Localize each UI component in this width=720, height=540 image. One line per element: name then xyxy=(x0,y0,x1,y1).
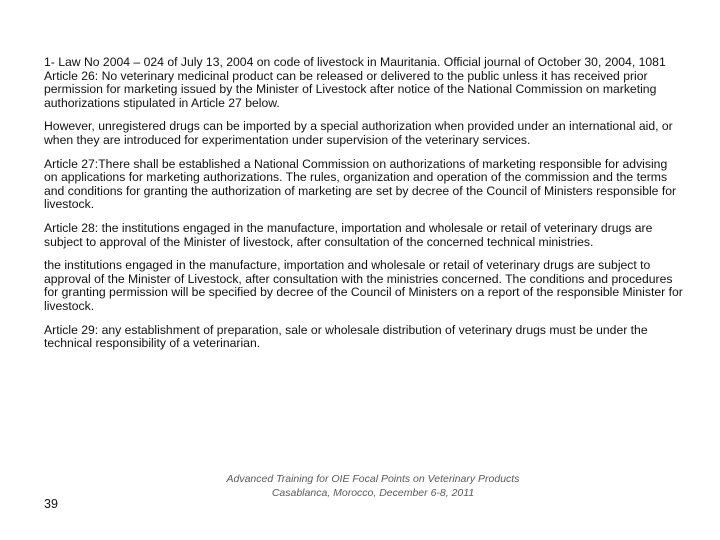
article-28-detail: the institutions engaged in the manufacture, importation and wholesale or retail of veterinary drugs are subject to approval of the Minister of Livestock, after consultation with the ministries concerned. The conditions and procedures for granting permission will be specified by decree of the Council of Ministers on a report of the responsible Minister for livestock. xyxy=(44,258,683,313)
footer-title: Advanced Training for OIE Focal Points on Veterinary Products xyxy=(226,473,520,485)
slide-footer xyxy=(168,472,578,500)
page-number: 39 xyxy=(44,497,58,511)
article-29: Article 29: any establishment of preparation, sale or wholesale distribution of veterinary drugs must be under the technical responsibility of a veterinarian. xyxy=(44,322,648,351)
footer-location-date: Casablanca, Morocco, December 6-8, 2011 xyxy=(271,487,475,499)
article-28: Article 28: the institutions engaged in the manufacture, importation and wholesale or retail of veterinary drugs are subject to approval of the Minister of livestock, after consultation of the concerned technical ministries. xyxy=(44,220,653,249)
document-body xyxy=(44,56,684,361)
article-26: Article 26: No veterinary medicinal product can be released or delivered to the public unless it has received prior permission for marketing issued by the Minister of Livestock after notice of the National Commission on marketing authorizations stipulated in Article 27 below. xyxy=(44,68,657,110)
law-reference: 1- Law No 2004 – 024 of July 13, 2004 on code of livestock in Mauritania. Official journal of October 30, 2004, 1081 xyxy=(44,55,666,69)
article-26-exception: However, unregistered drugs can be imported by a special authorization when provided under an international aid, or when they are introduced for experimentation under supervision of the veterinary services. xyxy=(44,119,673,147)
article-27: Article 27:There shall be established a National Commission on authorizations of marketing responsible for advising on applications for marketing authorizations. The rules, organization and operation of the commission and the terms and conditions for granting the authorization of marketing are set by decree of the Council of Ministers responsible for livestock. xyxy=(44,156,677,212)
